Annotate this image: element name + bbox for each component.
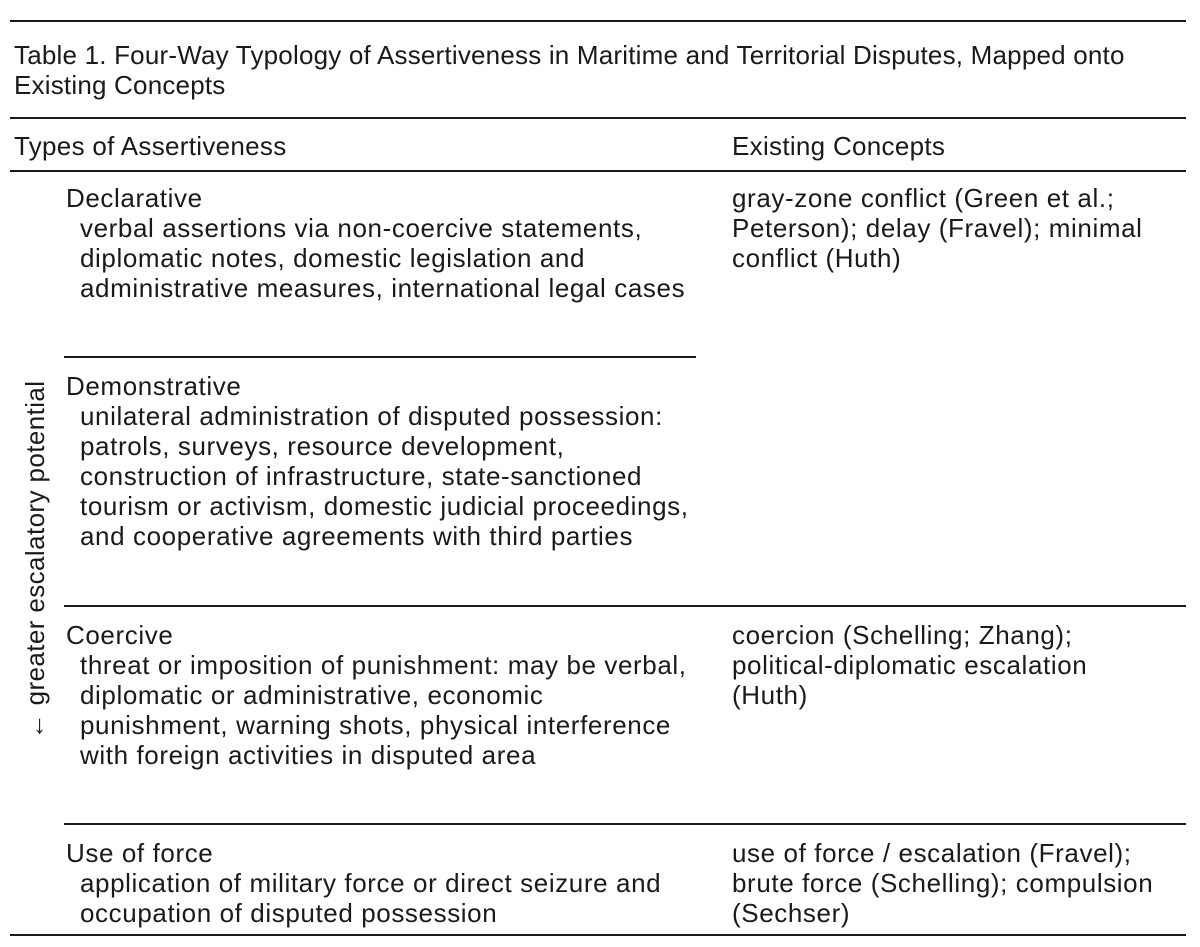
caption-rule <box>10 117 1186 119</box>
row-divider <box>64 356 696 358</box>
row-divider <box>64 605 1186 607</box>
table-caption: Table 1. Four-Way Typology of Assertiveness in Maritime and Territorial Disputes, Mapped onto Existing Concepts <box>14 40 1125 100</box>
row-demonstrative-type <box>66 371 694 551</box>
header-existing-concepts: Existing Concepts <box>732 131 946 161</box>
bottom-rule <box>10 934 1186 936</box>
row-coercive-type <box>66 620 694 770</box>
row-declarative-concepts: gray-zone conflict (Green et al.; Peterson); delay (Fravel); minimal conflict (Huth) <box>732 183 1143 273</box>
type-name: Use of force <box>66 838 214 868</box>
row-use-of-force-type <box>66 838 694 928</box>
type-name: Declarative <box>66 183 203 213</box>
row-divider <box>64 823 1186 825</box>
type-description: threat or imposition of punishment: may be verbal, diplomatic or administrative, economic punishment, warning shots, physical interference with foreign activities in disputed area <box>80 650 687 770</box>
escalation-axis-label: ← greater escalatory potential <box>20 380 50 740</box>
type-description: application of military force or direct seizure and occupation of disputed possession <box>80 868 662 928</box>
row-coercive-concepts: coercion (Schelling; Zhang); political-diplomatic escalation (Huth) <box>732 620 1088 710</box>
top-rule <box>10 20 1186 22</box>
row-use-of-force-concepts: use of force / escalation (Fravel); brute force (Schelling); compulsion (Sechser) <box>732 838 1154 928</box>
header-types-of-assertiveness: Types of Assertiveness <box>14 131 287 161</box>
row-declarative-type <box>66 183 694 303</box>
header-rule <box>10 170 1186 172</box>
type-name: Coercive <box>66 620 174 650</box>
type-description: verbal assertions via non-coercive statements, diplomatic notes, domestic legislation and administrative measures, international legal cases <box>80 213 686 303</box>
type-name: Demonstrative <box>66 371 242 401</box>
type-description: unilateral administration of disputed possession: patrols, surveys, resource development, construction of infrastructure, state-sanctioned tourism or activism, domestic judicial proceedings, and cooperative agreements with third parties <box>80 401 689 551</box>
